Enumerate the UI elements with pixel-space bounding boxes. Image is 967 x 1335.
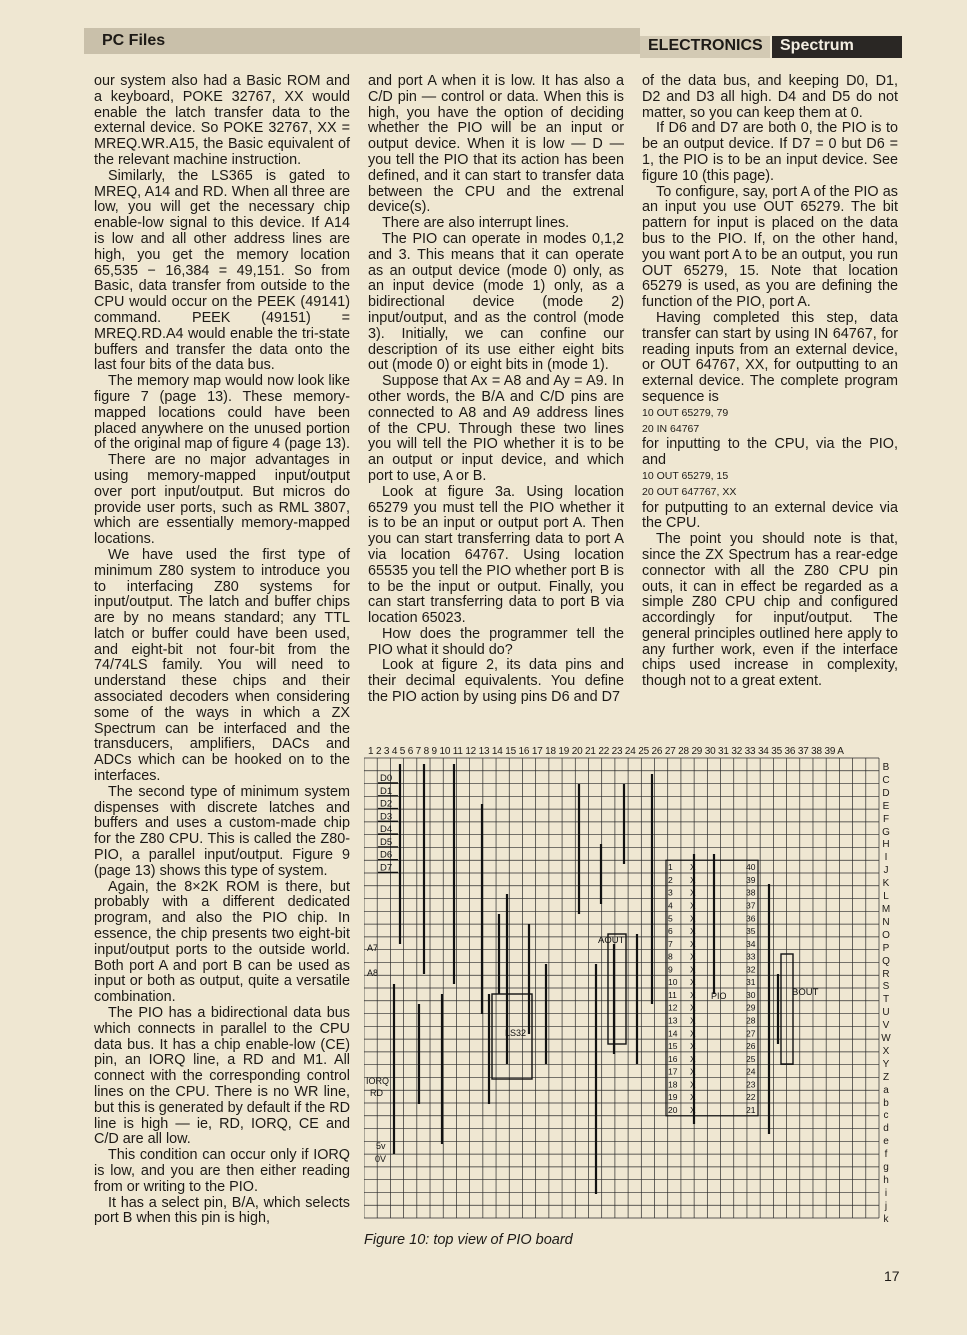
- row-ruler-label: K: [882, 878, 890, 890]
- row-ruler-label: c: [883, 1110, 889, 1122]
- row-ruler-label: J: [883, 865, 889, 877]
- row-ruler-label: T: [882, 994, 890, 1006]
- paragraph: our system also had a Basic ROM and a keyboard, POKE 32767, XX would enable the latch transfer data to the external device. So POKE 32767, XX = MREQ.WR.A15, the Basic equivalent of the relevant machine instruction.: [94, 73, 350, 168]
- paragraph: and port A when it is low. It has also a C/D pin — control or data. When this is high, you have the option of deciding whether the PIO will be an input or output device. When it is low — D — you tell the PIO that its action has been defined, and it can start to transfer data between the CPU and the extrenal device(s).: [368, 73, 624, 216]
- data-bus-label: D6: [380, 849, 393, 861]
- data-bus-label: D0: [380, 773, 393, 784]
- pio-pin-number: 8: [668, 951, 673, 962]
- row-ruler-label: R: [882, 968, 890, 980]
- pio-pin-number: 7: [668, 938, 673, 949]
- data-bus-label: D2: [380, 798, 393, 810]
- board-wires: [394, 764, 793, 1194]
- paragraph: We have used the first type of minimum Z80 system to introduce you to interfacing Z80 systems for input/output. The latch and buffer chips are by no means standard; any TTL latch or buffer could have been used, and eight-bit not four-bit from the 74/74LS family. You will need to understand these chips and their associated decoders when considering some of the ways in which a ZX Spectrum can be interfaced and the transducers, amplifiers, DACs and ADCs which can be hooked on to the interfaces.: [94, 546, 350, 785]
- pio-pin-number: 9: [668, 964, 673, 975]
- figure-caption: Figure 10: top view of PIO board: [364, 1232, 573, 1248]
- data-bus-label: D4: [380, 824, 393, 836]
- row-ruler-label: Z: [882, 1071, 890, 1083]
- data-bus-label: D5: [380, 836, 393, 848]
- paragraph: for inputting to the CPU, via the PIO, and: [642, 436, 898, 469]
- paragraph: There are no major advantages in using memory-mapped input/output over port input/output. But micros do provide user ports, such as RML 3807, which are essentially memory-mapped locations.: [94, 452, 350, 548]
- pio-pin-number: 30: [746, 989, 756, 1000]
- paragraph: Look at figure 2, its data pins and their decimal equivalents. You define the PIO action by using pins D6 and D7: [368, 657, 624, 706]
- code-line: 20 OUT 647767, XX: [642, 485, 737, 498]
- a8-label: A8: [367, 968, 379, 978]
- paragraph: It has a select pin, B/A, which selects port B when this pin is high,: [94, 1194, 350, 1227]
- pio-pin-number: 12: [668, 1002, 678, 1013]
- text-column-2: [368, 74, 624, 706]
- pio-board-diagram: [364, 744, 894, 1252]
- row-ruler-label: D: [882, 787, 890, 799]
- pio-pin-number: 11: [668, 989, 677, 1000]
- pio-pin-number: 10: [668, 977, 678, 988]
- row-ruler-label: P: [882, 942, 890, 954]
- row-ruler-label: W: [881, 1033, 891, 1045]
- row-ruler-label: g: [883, 1162, 889, 1174]
- data-bus-label: D3: [380, 811, 393, 823]
- pio-pin-number: 21: [746, 1104, 756, 1115]
- ls32-label: LS32: [505, 1028, 527, 1038]
- row-ruler-label: i: [884, 1187, 888, 1199]
- pin-cross: X: [690, 1041, 696, 1052]
- row-ruler-label: e: [883, 1136, 889, 1148]
- pio-pin-number: 34: [746, 938, 756, 949]
- pio-pin-number: 36: [746, 913, 756, 924]
- section-title: PC Files: [102, 32, 166, 49]
- text-column-3: [642, 74, 898, 690]
- paragraph: The memory map would now look like figure 7 (page 13). These memory-mapped locations could have been placed anywhere on the unused portion of the original map of figure 4 (page 13).: [94, 373, 350, 453]
- row-ruler-label: I: [884, 852, 888, 864]
- row-ruler-label: a: [883, 1084, 889, 1096]
- pio-pin-number: 22: [746, 1092, 756, 1103]
- paragraph: The PIO has a bidirectional data bus which connects in parallel to the CPU data bus. It has a chip enable-low (CE) pin, an IORQ line, a RD and M1. All connect with the corresponding control lines on the CPU. There is no WR line, but this is generated by default if the RD line is high — ie, RD, IORQ, CE and C/D are all low.: [94, 1005, 350, 1148]
- pin-cross: X: [690, 887, 696, 898]
- pio-label: PIO: [711, 991, 727, 1001]
- pio-pin-number: 18: [668, 1079, 678, 1090]
- bout-label: BOUT: [792, 987, 819, 998]
- pin-cross: X: [690, 913, 696, 924]
- aout-label: AOUT: [598, 935, 625, 946]
- row-ruler-label: F: [882, 813, 890, 825]
- pio-pin-number: 28: [746, 1015, 756, 1026]
- pio-pin-number: 5: [668, 913, 673, 924]
- pio-pin-number: 29: [746, 1002, 756, 1013]
- a7-label: A7: [367, 943, 379, 953]
- pin-cross: X: [690, 951, 696, 962]
- rd-label: RD: [370, 1088, 383, 1098]
- pin-cross: X: [690, 862, 696, 873]
- row-ruler-label: C: [882, 774, 890, 786]
- row-ruler-label: M: [881, 903, 891, 915]
- pin-cross: X: [690, 900, 696, 911]
- row-ruler-label: h: [883, 1175, 889, 1186]
- 0v-label: 0V: [375, 1154, 387, 1164]
- pin-cross: X: [690, 1053, 696, 1064]
- pio-pin-number: 3: [668, 887, 673, 898]
- pin-cross: X: [690, 1079, 696, 1090]
- paragraph: There are also interrupt lines.: [382, 215, 570, 232]
- pin-cross: X: [690, 977, 696, 988]
- row-ruler-label: H: [882, 839, 890, 851]
- figure-column-ruler: 1 2 3 4 5 6 7 8 9 10 11 12 13 14 15 16 17 18 19 20 21 22 23 24 25 26 27 28 29 30 31 32 33 34 35 36 37 38 39 A: [368, 746, 844, 757]
- pio-pin-number: 4: [668, 900, 673, 911]
- pio-pin-number: 27: [746, 1028, 756, 1039]
- pin-cross: X: [690, 1066, 696, 1077]
- row-ruler-label: E: [882, 800, 890, 812]
- aout-connector: [608, 934, 626, 1044]
- pio-pin-number: 13: [668, 1015, 678, 1026]
- pin-cross: X: [690, 874, 696, 885]
- pio-pin-number: 19: [668, 1092, 678, 1103]
- pin-cross: X: [690, 1092, 696, 1103]
- pio-pin-number: 39: [746, 874, 756, 885]
- code-line: 10 OUT 65279, 15: [642, 469, 729, 482]
- section-banner: [84, 28, 640, 54]
- category-banner: [640, 36, 770, 58]
- paragraph: Similarly, the LS365 is gated to MREQ, A14 and RD. When all three are low, you will get the necessary chip enable-low signal to this device. If A14 is low and all other address lines are high, you get the memory location 65,535 − 16,384 = 49,151. So from Basic, data transfer from outside to the CPU would occur on the PEEK (49141) command. PEEK (49151) = MREQ.RD.A4 would enable the tri-state buffers and transfer the data onto the last four bits of the data bus.: [94, 167, 350, 374]
- paragraph: This condition can occur only if IORQ is low, and you are then either reading from or writing to the PIO.: [94, 1147, 350, 1195]
- pio-pin-number: 17: [668, 1066, 678, 1077]
- paragraph: for putputting to an external device via the CPU.: [642, 499, 898, 532]
- row-ruler-label: B: [882, 762, 890, 773]
- paragraph: Having completed this step, data transfer can start by using IN 64767, for reading inputs from an external device, or OUT 64767, XX, for outputting to an external device. The complete program sequence is: [642, 309, 898, 405]
- paragraph: Suppose that Ax = A8 and Ay = A9. In other words, the B/A and C/D pins are connected to A8 and A9 address lines of the CPU. Through these two lines you will tell the PIO whether it is to be an output or input device, and which port to use, A or B.: [368, 373, 624, 484]
- row-ruler-label: L: [883, 891, 889, 903]
- pio-pin-number: 20: [668, 1104, 678, 1115]
- row-ruler-label: d: [883, 1123, 889, 1135]
- paragraph: The second type of minimum system dispenses with discrete latches and buffers and uses a custom-made chip for the Z80 CPU. This is called the Z80-PIO, a parallel input/output. Figure 9 (page 13) shows this type of system.: [94, 783, 350, 879]
- row-ruler-label: Q: [882, 955, 890, 967]
- paragraph: If D6 and D7 are both 0, the PIO is to be an output device. If D7 = 0 but D6 = 1, the PIO is to be an input device. See figure 10 (this page).: [642, 120, 898, 184]
- pio-pin-number: 31: [746, 977, 756, 988]
- data-bus-label: D7: [380, 862, 393, 874]
- magazine-label: Spectrum: [780, 37, 854, 54]
- row-ruler-label: S: [882, 981, 890, 993]
- bout-connector: [781, 954, 793, 1064]
- pio-pin-number: 26: [746, 1041, 756, 1052]
- row-ruler-label: b: [883, 1097, 889, 1109]
- paragraph: How does the programmer tell the PIO what it should do?: [368, 625, 624, 658]
- paragraph: The PIO can operate in modes 0,1,2 and 3. This means that it can operate as an output device (mode 0) only, as an input device (mode 1) only, as a bidirectional device (mode 2) input/output, and as the control (mode 3). Initially, we can confine our description of its use either eight bits out (mode 0) or eight bits in (mode 1).: [368, 230, 624, 374]
- paragraph: To configure, say, port A of the PIO as an input you use OUT 65279. The bit pattern for input is placed on the data bus to the PIO. If, on the other hand, you want port A to be an output, you run OUT 65279, 15. Note that location 65279 is used, as you are defining the function of the PIO, port A.: [642, 183, 898, 311]
- pio-pin-number: 16: [668, 1053, 678, 1064]
- pin-cross: X: [690, 964, 696, 975]
- row-ruler-label: N: [882, 916, 890, 928]
- pio-pin-number: 40: [746, 862, 756, 873]
- pio-pin-number: 23: [746, 1079, 756, 1090]
- page-number: 17: [884, 1268, 900, 1284]
- code-line: 20 IN 64767: [642, 422, 700, 435]
- row-ruler-label: Y: [882, 1058, 890, 1070]
- pio-pin-number: 2: [668, 874, 673, 885]
- paragraph: of the data bus, and keeping D0, D1, D2 and D3 all high. D4 and D5 do not matter, so you can keep them at 0.: [642, 73, 898, 121]
- code-line: 10 OUT 65279, 79: [642, 406, 729, 419]
- pin-cross: X: [690, 938, 696, 949]
- pio-pin-number: 14: [668, 1028, 678, 1039]
- row-ruler-label: j: [884, 1200, 888, 1212]
- row-ruler-label: V: [882, 1020, 890, 1032]
- pio-pin-number: 38: [746, 887, 756, 898]
- paragraph: The point you should note is that, since the ZX Spectrum has a rear-edge connector with all the Z80 CPU pin outs, it can in effect be regarded as a simple Z80 CPU chip and configured accordingly for input/output. The general principles outlined here apply to any further work, even if the interface chips used increase in complexity, though not to a great extent.: [642, 531, 898, 690]
- pio-pin-number: 15: [668, 1041, 678, 1052]
- pin-cross: X: [690, 926, 696, 937]
- pin-cross: X: [690, 1015, 696, 1026]
- pin-cross: X: [690, 989, 696, 1000]
- row-ruler-label: f: [884, 1149, 888, 1161]
- pio-pin-number: 33: [746, 951, 756, 962]
- pin-cross: X: [690, 1104, 696, 1115]
- data-bus-label: D1: [380, 785, 393, 797]
- row-ruler-label: O: [882, 929, 890, 941]
- pin-cross: X: [690, 1002, 696, 1013]
- row-ruler-label: k: [883, 1213, 889, 1225]
- row-ruler-label: U: [882, 1007, 890, 1019]
- row-ruler-label: X: [882, 1045, 890, 1057]
- pio-pin-number: 35: [746, 926, 756, 937]
- pio-pin-number: 1: [668, 862, 673, 873]
- category-label: ELECTRONICS: [648, 37, 763, 54]
- pio-pin-number: 6: [668, 926, 673, 937]
- paragraph: Look at figure 3a. Using location 65279 you must tell the PIO whether it is to be an input or output port A. Then you can start transferring data to port A via location 64767. Using location 65535 you tell the PIO whether port B is to be the input or output. Finally, you can start transferring data to port B via location 65023.: [368, 483, 624, 627]
- pio-pin-number: 37: [746, 900, 756, 911]
- pin-cross: X: [690, 1028, 696, 1039]
- row-ruler-label: G: [882, 826, 890, 838]
- paragraph: Again, the 8×2K ROM is there, but probably with a different dedicated program, and also the PIO chip. In essence, the chip presents two eight-bit input/output ports to the outside world. Both port A and port B can be used as input or both as output, quite a versatile combination.: [94, 878, 350, 1006]
- pio-pin-number: 32: [746, 964, 756, 975]
- text-column-1: [94, 74, 350, 1227]
- pio-pin-number: 25: [746, 1053, 756, 1064]
- 5v-label: 5v: [376, 1141, 386, 1151]
- magazine-banner: [772, 36, 902, 58]
- pio-pin-number: 24: [746, 1066, 756, 1077]
- iorq-label: IORQ: [366, 1076, 390, 1086]
